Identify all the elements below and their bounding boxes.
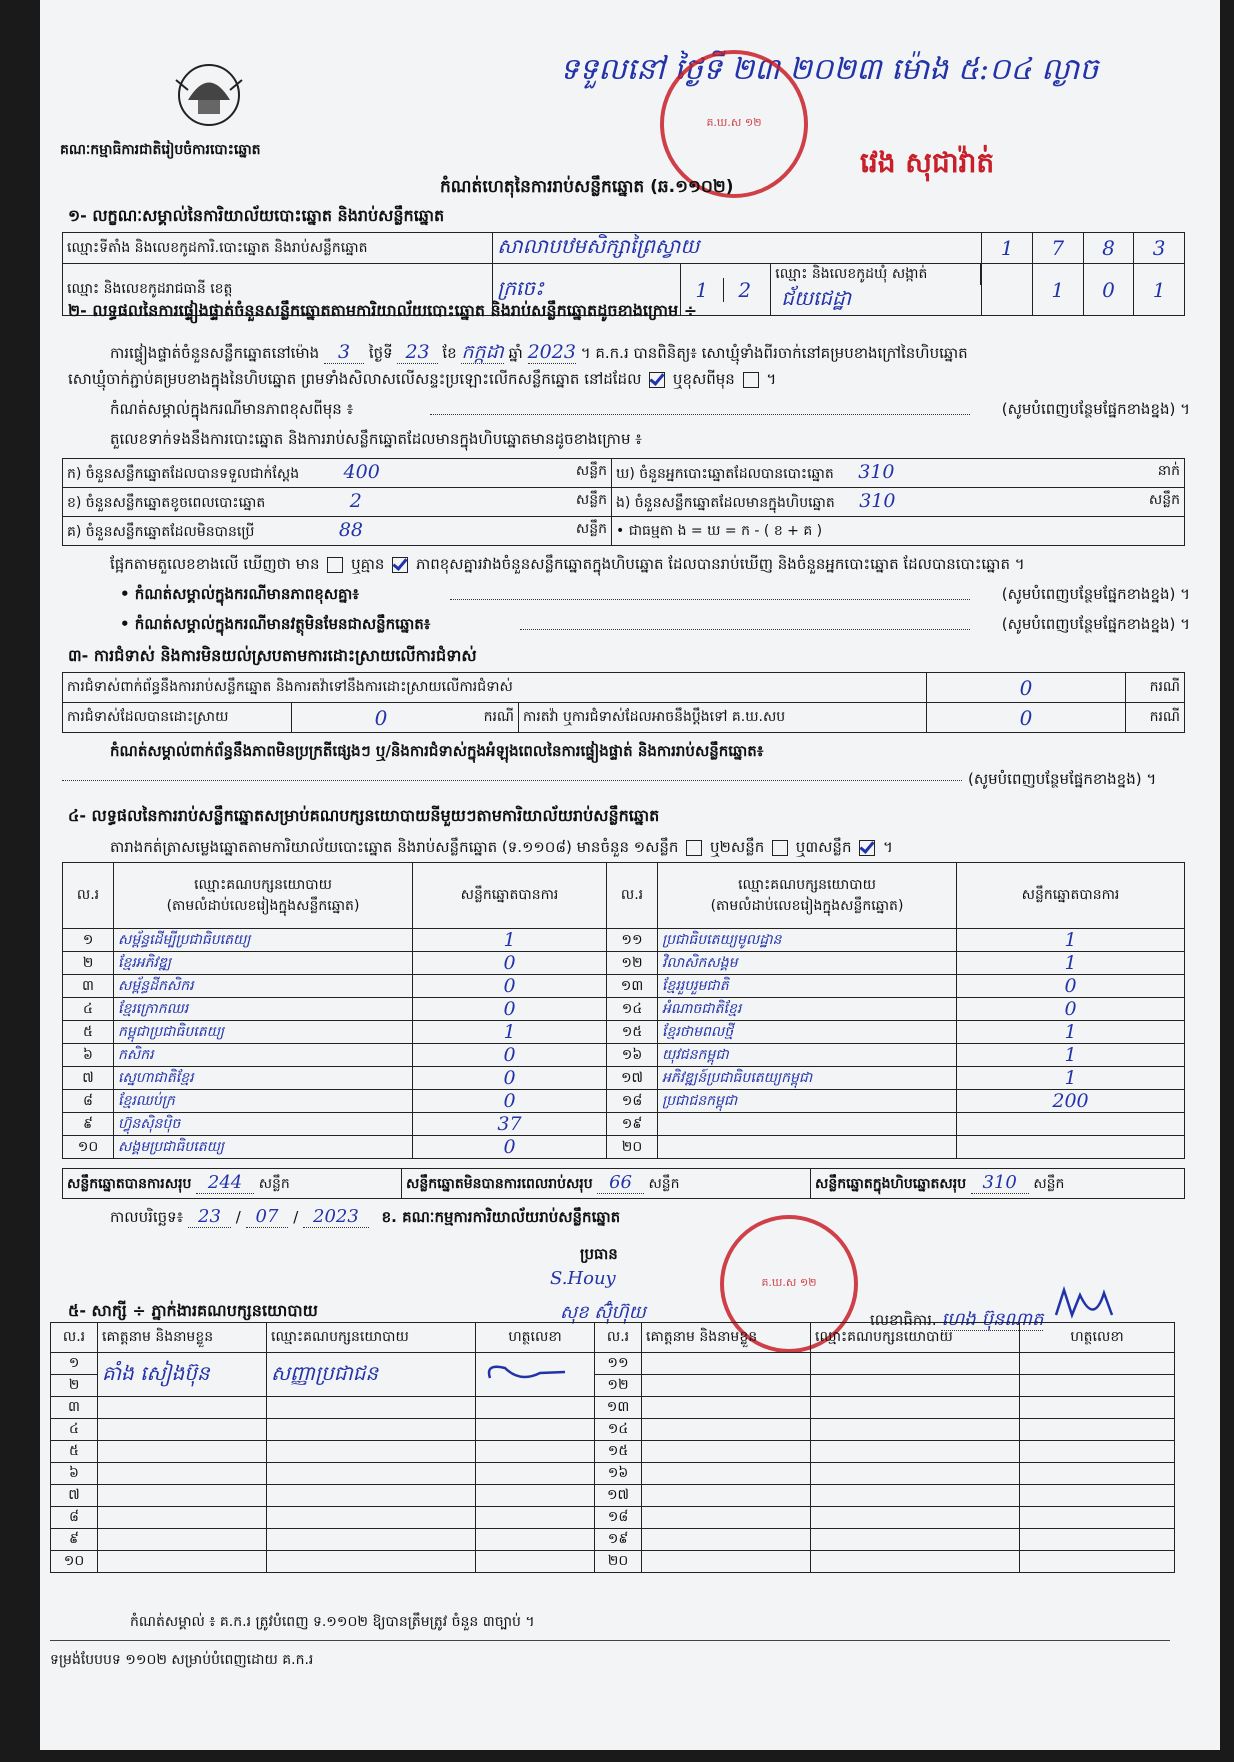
party-name: សង្គមប្រជាធិបតេយ្យ [114, 1136, 413, 1159]
section1-title: ១- លក្ខណៈសម្គាល់នៃការិយាល័យបោះឆ្នោត និងរាប់សន្លឹកឆ្នោត [68, 206, 445, 225]
col-party-right-title: ឈ្មោះគណបក្សនយោបាយ [738, 876, 876, 893]
col-no-left: ល.រ [63, 863, 114, 929]
verify-line2-text: សោឃ្មុំចាក់ភ្ជាប់គម្របខាងក្នុងនៃហិបឆ្នោត ព្រមទាំងសិលាសលើសន្ទះប្រឡោះលើកសន្លឹកឆ្នោត នៅដដែល [68, 370, 642, 388]
figure-b-unit: សន្លឹក [575, 492, 607, 508]
verify-month: កក្កដា [461, 341, 504, 363]
total-box-label: សន្លឹកឆ្នោតក្នុងហិបឆ្នោតសរុប [815, 1176, 967, 1192]
verify-month-label: ខែ [442, 344, 457, 362]
party-votes: 0 [957, 975, 1185, 998]
province-label: ឈ្មោះ និងលេខកូដរាជធានី ខេត្ត [63, 264, 493, 316]
witness-no: ៦ [51, 1463, 98, 1485]
figure-d-value: 310 [858, 461, 895, 483]
verify-day-label: ថ្ងៃទី [368, 344, 393, 362]
signature-scribble-icon [1054, 1285, 1114, 1325]
objection-row1-unit: ករណី [1126, 673, 1185, 703]
party-votes [957, 1113, 1185, 1136]
total-valid-label: សន្លឹកឆ្នោតបានការសរុប [67, 1176, 192, 1192]
witness-no: ១៧ [595, 1485, 642, 1507]
date-day: 23 [188, 1206, 231, 1228]
table-row [63, 1090, 1185, 1113]
party-name [658, 1113, 957, 1136]
witness-col-name-left: គោត្តនាម និងនាមខ្លួន [98, 1323, 267, 1353]
objection-row2-value: 0 [292, 703, 471, 733]
discrepancy-label-c: ភាពខុសគ្នារវាងចំនួនសន្លឹកឆ្នោតក្នុងហិបឆ្នោត ដែលបានរាប់ឃើញ និងចំនួនអ្នកបោះឆ្នោត ដែលបានបោះឆ្នោត ។ [415, 555, 1025, 573]
party-name: យុវជនកម្ពុជា [658, 1044, 957, 1067]
figure-e-unit: សន្លឹក [1148, 492, 1180, 508]
difference-note [110, 400, 1190, 422]
party-no: ៥ [63, 1021, 114, 1044]
figure-c-label: គ) ចំនួនសន្លឹកឆ្នោតដែលមិនបានប្រើ [67, 524, 255, 540]
three-sheet-label: ឬ៣សន្លឹក [795, 838, 852, 856]
party-no: ៧ [63, 1067, 114, 1090]
col-party-left-title: ឈ្មោះគណបក្សនយោបាយ [194, 876, 332, 893]
party-name: សម្ព័ន្ធដីកសិករ [114, 975, 413, 998]
witness-no: ១៥ [595, 1441, 642, 1463]
witness-no: ៨ [51, 1507, 98, 1529]
party-name: វិលាសិកសង្គម [658, 952, 957, 975]
receiver-name: វេង សុជាវ៉ាត់ [860, 146, 995, 179]
witness-no: ១៨ [595, 1507, 642, 1529]
chair-name: សុខ ស៊ុំហ៊ុយ [560, 1302, 646, 1323]
party-no: ៦ [63, 1044, 114, 1067]
col-votes-right: សន្លឹកឆ្នោតបានការ [957, 863, 1185, 929]
witness-no: ១១ [595, 1353, 642, 1375]
witness-col-no-left: ល.រ [51, 1323, 98, 1353]
province-value: ក្រចេះ [493, 264, 681, 316]
office-code-1: 1 [982, 233, 1033, 264]
party-no: ១១ [607, 929, 658, 952]
party-votes: 0 [413, 1067, 607, 1090]
irregularity-note: កំណត់សម្គាល់ពាក់ព័ន្ធនឹងភាពមិនប្រក្រតីផ្សេងៗ ឬ/និងការជំទាស់ក្នុងអំឡុងពេលនៃការផ្ទៀងផ្ទាត់ និងការរាប់សន្លឹកឆ្នោត៖ [110, 742, 764, 760]
section4-title: ៤- លទ្ធផលនៃការរាប់សន្លឹកឆ្នោតសម្រាប់គណបក្សនយោបាយនីមួយៗតាមការិយាល័យរាប់សន្លឹកឆ្នោត [68, 806, 660, 825]
three-sheet-checkbox[interactable] [859, 840, 875, 856]
verify-day: 23 [397, 341, 437, 364]
party-votes: 0 [413, 975, 607, 998]
received-handwriting: ទទួលនៅ ថ្ងៃទី ២៣ ២០២៣ ម៉ោង ៥:០៤ ល្ងាច [560, 52, 1099, 87]
two-sheet-label: ឬ២សន្លឹក [710, 838, 765, 856]
difference-note-hint: (សូមបំពេញបន្ថែមផ្នែកខាងខ្នង) ។ [1001, 400, 1190, 418]
table-row [63, 998, 1185, 1021]
witness-no: ២០ [595, 1551, 642, 1573]
commune-code-1: 1 [1032, 264, 1083, 316]
party-name: ខ្មែរក្រោកឈរ [114, 998, 413, 1021]
party-no: ២០ [607, 1136, 658, 1159]
party-name: អភិវឌ្ឍន៍ប្រជាធិបតេយ្យកម្ពុជា [658, 1067, 957, 1090]
objection-row1-label: ការជំទាស់ពាក់ព័ន្ធនឹងការរាប់សន្លឹកឆ្នោត និងការតវ៉ាទៅនឹងការដោះស្រាយលើការជំទាស់ [63, 673, 927, 703]
party-votes: 1 [957, 929, 1185, 952]
party-no: ១៦ [607, 1044, 658, 1067]
date-line: កាលបរិច្ឆេទ៖ 23 / 07 / 2023 ខ. គណៈកម្មការការិយាល័យរាប់សន្លឹកឆ្នោត [110, 1206, 621, 1227]
party-name: ប្រជាជនកម្ពុជា [658, 1090, 957, 1113]
col-party-left [114, 863, 413, 929]
col-no-right: ល.រ [607, 863, 658, 929]
figure-row-c [63, 517, 612, 546]
objection-row2-unit: ករណី [470, 703, 519, 733]
witness-no: ១៣ [595, 1397, 642, 1419]
table-row [51, 1485, 1175, 1507]
table-row [51, 1419, 1175, 1441]
witness-col-sign-right: ហត្ថលេខា [1020, 1323, 1175, 1353]
witness-col-sign-left: ហត្ថលេខា [476, 1323, 595, 1353]
verify-line2: សោឃ្មុំចាក់ភ្ជាប់គម្របខាងក្នុងនៃហិបឆ្នោត ព្រមទាំងសិលាសលើសន្ទះប្រឡោះលើកសន្លឹកឆ្នោត នៅដដែល ឬខុសពីមុន ។ [68, 370, 777, 388]
objection-row3-value: 0 [927, 703, 1126, 733]
table-row [51, 1441, 1175, 1463]
total-box-unit: សន្លឹក [1033, 1176, 1065, 1192]
form-page [40, 0, 1220, 1750]
party-name [658, 1136, 957, 1159]
party-no: ២ [63, 952, 114, 975]
signature-scribble-icon [480, 1358, 570, 1388]
party-votes: 1 [413, 1021, 607, 1044]
party-name: ខ្មែរថាមពលថ្មី [658, 1021, 957, 1044]
party-votes: 0 [413, 1136, 607, 1159]
witness-party: សញ្ញាប្រជាជន [267, 1353, 476, 1397]
party-name: ប្រជាធិបតេយ្យមូលដ្ឋាន [658, 929, 957, 952]
witness-no: ២ [51, 1375, 98, 1397]
party-no: ៣ [63, 975, 114, 998]
witness-no: ៤ [51, 1419, 98, 1441]
discrepancy-label-b: ឬគ្មាន [351, 555, 385, 573]
party-votes: 1 [413, 929, 607, 952]
table-row [63, 1136, 1185, 1159]
province-code-2: 2 [738, 277, 752, 302]
party-votes: 1 [957, 952, 1185, 975]
party-no: ១៥ [607, 1021, 658, 1044]
two-sheet-checkbox[interactable] [772, 840, 788, 856]
note-difference [120, 585, 1190, 607]
changed-checkbox[interactable] [743, 372, 759, 388]
witness-no: ១៤ [595, 1419, 642, 1441]
note-difference-label: • កំណត់សម្គាល់ក្នុងករណីមានភាពខុសគ្នា៖ [120, 585, 359, 603]
chair-label: ប្រធាន [580, 1245, 618, 1263]
figure-e-label: ង) ចំនួនសន្លឹកឆ្នោតដែលមានក្នុងហិបឆ្នោត [616, 495, 835, 511]
party-no: ១៤ [607, 998, 658, 1021]
total-box-value: 310 [971, 1172, 1029, 1194]
party-votes: 0 [957, 998, 1185, 1021]
witness-signature [476, 1353, 595, 1397]
party-name: ខ្មែររួបរួមជាតិ [658, 975, 957, 998]
party-name: ស្នេហាជាតិខ្មែរ [114, 1067, 413, 1090]
table-row [63, 975, 1185, 998]
date-year: 2023 [303, 1206, 369, 1228]
secretary-label: លេខាធិការ. [870, 1311, 937, 1329]
party-name: អំណាចជាតិខ្មែរ [658, 998, 957, 1021]
total-valid-value: 244 [196, 1172, 254, 1194]
irregularity-hint: (សូមបំពេញបន្ថែមផ្នែកខាងខ្នង) ។ [968, 770, 1157, 788]
party-votes [957, 1136, 1185, 1159]
tally-sheet-intro: តារាងកត់ត្រាសម្លេងឆ្នោតតាមការិយាល័យបោះឆ្នោត និងរាប់សន្លឹកឆ្នោត (ទ.១១០៨) មានចំនួន ១សន្លឹក [110, 838, 679, 856]
table-row [51, 1463, 1175, 1485]
unchanged-checkbox[interactable] [649, 372, 665, 388]
total-invalid-cell [402, 1169, 811, 1199]
commune-code-2: 0 [1083, 264, 1134, 316]
table-row [63, 929, 1185, 952]
office-label: ឈ្មោះទីតាំង និងលេខកូដការិ.បោះឆ្នោត និងរាប់សន្លឹកឆ្នោត [63, 233, 493, 264]
figure-e-value: 310 [859, 490, 896, 512]
section2-title: ២- លទ្ធផលនៃការផ្ទៀងផ្ទាត់ចំនួនសន្លឹកឆ្នោតតាមការិយាល័យបោះឆ្នោត និងរាប់សន្លឹកឆ្នោតដូចខាងក្រោម ÷ [68, 301, 698, 320]
party-no: ១៨ [607, 1090, 658, 1113]
verify-line1 [110, 340, 1200, 368]
figure-b-label: ខ) ចំនួនសន្លឹកឆ្នោតខូចពេលបោះឆ្នោត [67, 495, 266, 511]
party-no: ១៣ [607, 975, 658, 998]
discrepancy-line [110, 555, 1025, 577]
figure-row-e [612, 488, 1185, 517]
office-value: សាលាបឋមសិក្សាព្រៃស្វាយ [493, 233, 982, 264]
total-valid-unit: សន្លឹក [258, 1176, 290, 1192]
objection-row1-value: 0 [927, 673, 1126, 703]
party-no: ៤ [63, 998, 114, 1021]
verify-line1-rest: ។ គ.ក.រ បានពិនិត្យ៖ សោឃ្មុំទាំងពីរចាក់នៅគម្របខាងក្រៅនៃហិបឆ្នោត [580, 344, 968, 362]
difference-note-label: កំណត់សម្គាល់ក្នុងករណីមានភាពខុសពីមុន ៖ [110, 400, 354, 418]
party-votes: 1 [957, 1044, 1185, 1067]
party-no: ៨ [63, 1090, 114, 1113]
witness-no: ៩ [51, 1529, 98, 1551]
witness-no: ១ [51, 1353, 98, 1375]
irregularity-dotline [62, 780, 962, 781]
verify-hour: 3 [324, 341, 364, 364]
no-discrepancy-checkbox[interactable] [392, 557, 408, 573]
party-name: កម្ពុជាប្រជាធិបតេយ្យ [114, 1021, 413, 1044]
verify-time-label: ការផ្ទៀងផ្ទាត់ចំនួនសន្លឹកឆ្នោតនៅម៉ោង [110, 344, 320, 362]
objection-row2-label: ការជំទាស់ដែលបានដោះស្រាយ [63, 703, 292, 733]
witness-no: ១២ [595, 1375, 642, 1397]
party-votes: 1 [957, 1067, 1185, 1090]
footnote: កំណត់សម្គាល់ ៖ គ.ក.រ ត្រូវបំពេញ ទ.១១០២ ឱ្យបានត្រឹមត្រូវ ចំនួន ៣ច្បាប់ ។ [130, 1614, 535, 1630]
witness-col-party-left: ឈ្មោះគណបក្សនយោបាយ [267, 1323, 476, 1353]
party-name: ខ្មែរអភិវឌ្ឍ [114, 952, 413, 975]
figure-a-unit: សន្លឹក [575, 463, 607, 479]
table-row [51, 1529, 1175, 1551]
sign-committee-label: ខ. គណៈកម្មការការិយាល័យរាប់សន្លឹកឆ្នោត [381, 1208, 621, 1226]
party-votes: 1 [957, 1021, 1185, 1044]
form-title: កំណត់ហេតុនៃការរាប់សន្លឹកឆ្នោត (ឆ.១១០២) [440, 177, 734, 197]
table-row [63, 1067, 1185, 1090]
commune-cell [771, 264, 982, 316]
chair-signature: S.Houy [550, 1268, 616, 1289]
figure-c-value: 88 [338, 519, 364, 541]
total-invalid-unit: សន្លឹក [648, 1176, 680, 1192]
figure-d-unit: នាក់ [1157, 463, 1180, 479]
footer-text: ទម្រង់បែបបទ ១១០២ សម្រាប់បំពេញដោយ គ.ក.រ [50, 1652, 314, 1668]
date-label: កាលបរិច្ឆេទ៖ [110, 1208, 184, 1226]
party-no: ១ [63, 929, 114, 952]
nec-emblem [168, 60, 250, 130]
party-votes: 0 [413, 1044, 607, 1067]
party-votes: 37 [413, 1113, 607, 1136]
party-name: កសិករ [114, 1044, 413, 1067]
has-discrepancy-checkbox[interactable] [327, 557, 343, 573]
witness-col-no-right: ល.រ [595, 1323, 642, 1353]
witness-no: ៣ [51, 1397, 98, 1419]
seal-bottom-text: គ.ឃ.ស ១២ [761, 1276, 817, 1289]
office-code-4: 3 [1134, 233, 1185, 264]
witness-no: ៥ [51, 1441, 98, 1463]
objection-row3-unit: ករណី [1126, 703, 1185, 733]
total-box-cell [811, 1169, 1185, 1199]
secretary-name: ហេង ប៊ុនណាត [941, 1309, 1044, 1330]
party-name: ខ្មែរឈប់ក្រ [114, 1090, 413, 1113]
table-row [51, 1551, 1175, 1573]
party-votes: 0 [413, 952, 607, 975]
figure-a-label: ក) ចំនួនសន្លឹកឆ្នោតដែលបានទទួលជាក់ស្តែង [67, 466, 300, 482]
table-row [51, 1397, 1175, 1419]
col-votes-left: សន្លឹកឆ្នោតបានការ [413, 863, 607, 929]
table-row [51, 1507, 1175, 1529]
note-foreign-object [120, 615, 1190, 637]
col-party-right [658, 863, 957, 929]
figures-intro: តួលេខទាក់ទងនឹងការបោះឆ្នោត និងការរាប់សន្លឹកឆ្នោតដែលមានក្នុងហិបឆ្នោតមានដូចខាងក្រោម ៖ [110, 430, 642, 448]
table-row [51, 1353, 1175, 1375]
col-party-left-sub: (តាមលំដាប់លេខរៀងក្នុងសន្លឹកឆ្នោត) [166, 897, 360, 914]
table-row [63, 1021, 1185, 1044]
province-code-1: 1 [681, 278, 724, 302]
seal-text: គ.ឃ.ស ១២ [706, 116, 762, 129]
witness-no: ១៩ [595, 1529, 642, 1551]
total-invalid-value: 66 [597, 1172, 644, 1194]
witness-no: ៧ [51, 1485, 98, 1507]
objection-row3-label: ការតវ៉ា ឬការជំទាស់ដែលអាចនឹងប្តឹងទៅ គ.ឃ.សប [519, 703, 927, 733]
col-party-right-sub: (តាមលំដាប់លេខរៀងក្នុងសន្លឹកឆ្នោត) [710, 897, 904, 914]
party-no: ១៩ [607, 1113, 658, 1136]
table-row [63, 952, 1185, 975]
objections-table [62, 672, 1185, 733]
witness-col-party-right: ឈ្មោះគណបក្សនយោបាយ [811, 1323, 1020, 1353]
note-foreign-hint: (សូមបំពេញបន្ថែមផ្នែកខាងខ្នង) ។ [1001, 615, 1190, 633]
discrepancy-label-a: ផ្អែកតាមតួលេខខាងលើ ឃើញថា មាន [110, 555, 320, 573]
figure-row-b [63, 488, 612, 517]
changed-label: ឬខុសពីមុន [672, 370, 735, 388]
figures-table [62, 458, 1185, 546]
one-sheet-checkbox[interactable] [686, 840, 702, 856]
party-results-table [62, 862, 1185, 1159]
office-code-3: 8 [1083, 233, 1134, 264]
party-votes: 0 [413, 998, 607, 1021]
witness-table [50, 1322, 1175, 1573]
verify-year: 2023 [527, 341, 576, 363]
note-foreign-label: • កំណត់សម្គាល់ក្នុងករណីមានវត្ថុមិនមែនជាសន្លឹកឆ្នោត៖ [120, 615, 431, 633]
section5-title: ៥- សាក្សី ÷ ភ្នាក់ងារគណបក្សនយោបាយ [68, 1301, 318, 1320]
total-valid-cell [63, 1169, 402, 1199]
party-no: ៩ [63, 1113, 114, 1136]
party-votes: 200 [957, 1090, 1185, 1113]
witness-no: ១០ [51, 1551, 98, 1573]
witness-no: ១៦ [595, 1463, 642, 1485]
section3-title: ៣- ការជំទាស់ និងការមិនយល់ស្របតាមការដោះស្រាយលើការជំទាស់ [68, 646, 477, 665]
commune-code-3: 1 [1134, 264, 1185, 316]
date-month: 07 [246, 1206, 289, 1228]
party-no: ១២ [607, 952, 658, 975]
party-no: ១៧ [607, 1067, 658, 1090]
note-difference-hint: (សូមបំពេញបន្ថែមផ្នែកខាងខ្នង) ។ [1001, 585, 1190, 603]
party-name: សម្ព័ន្ធដើម្បីប្រជាធិបតេយ្យ [114, 929, 413, 952]
committee-name: គណៈកម្មាធិការជាតិរៀបចំការបោះឆ្នោត [60, 142, 261, 158]
figure-a-value: 400 [343, 461, 380, 483]
party-votes: 0 [413, 1090, 607, 1113]
figure-d-label: ឃ) ចំនួនអ្នកបោះឆ្នោតដែលបានបោះឆ្នោត [616, 466, 834, 482]
footer-divider [50, 1640, 1170, 1641]
figure-row-a [63, 459, 612, 488]
verify-year-label: ឆ្នាំ [508, 344, 523, 362]
figure-c-unit: សន្លឹក [575, 521, 607, 537]
witness-name: គាំង សៀងប៊ុន [98, 1353, 267, 1397]
figure-formula: • ជាធម្មតា ង = ឃ = ក - ( ខ + គ ) [612, 517, 1185, 546]
tally-sheet-line: តារាងកត់ត្រាសម្លេងឆ្នោតតាមការិយាល័យបោះឆ្នោត និងរាប់សន្លឹកឆ្នោត (ទ.១១០៨) មានចំនួន ១សន្លឹក ឬ២សន្លឹក ឬ៣សន្លឹក ។ [110, 838, 893, 856]
figure-b-value: 2 [349, 490, 362, 512]
commune-value: ជ័យជេដ្ឋា [781, 286, 852, 310]
party-name: ហ៊្វុនស៊ិនប៉ិច [114, 1113, 413, 1136]
party-no: ១០ [63, 1136, 114, 1159]
totals-table [62, 1168, 1185, 1199]
table-row [63, 1113, 1185, 1136]
office-code-2: 7 [1032, 233, 1083, 264]
total-invalid-label: សន្លឹកឆ្នោតមិនបានការពេលរាប់សរុប [406, 1176, 593, 1192]
table-row [63, 1044, 1185, 1067]
figure-row-d [612, 459, 1185, 488]
witness-col-name-right: គោត្តនាម និងនាមខ្លួន [642, 1323, 811, 1353]
commune-label: ឈ្មោះ និងលេខកូដឃុំ សង្កាត់ [771, 264, 981, 285]
